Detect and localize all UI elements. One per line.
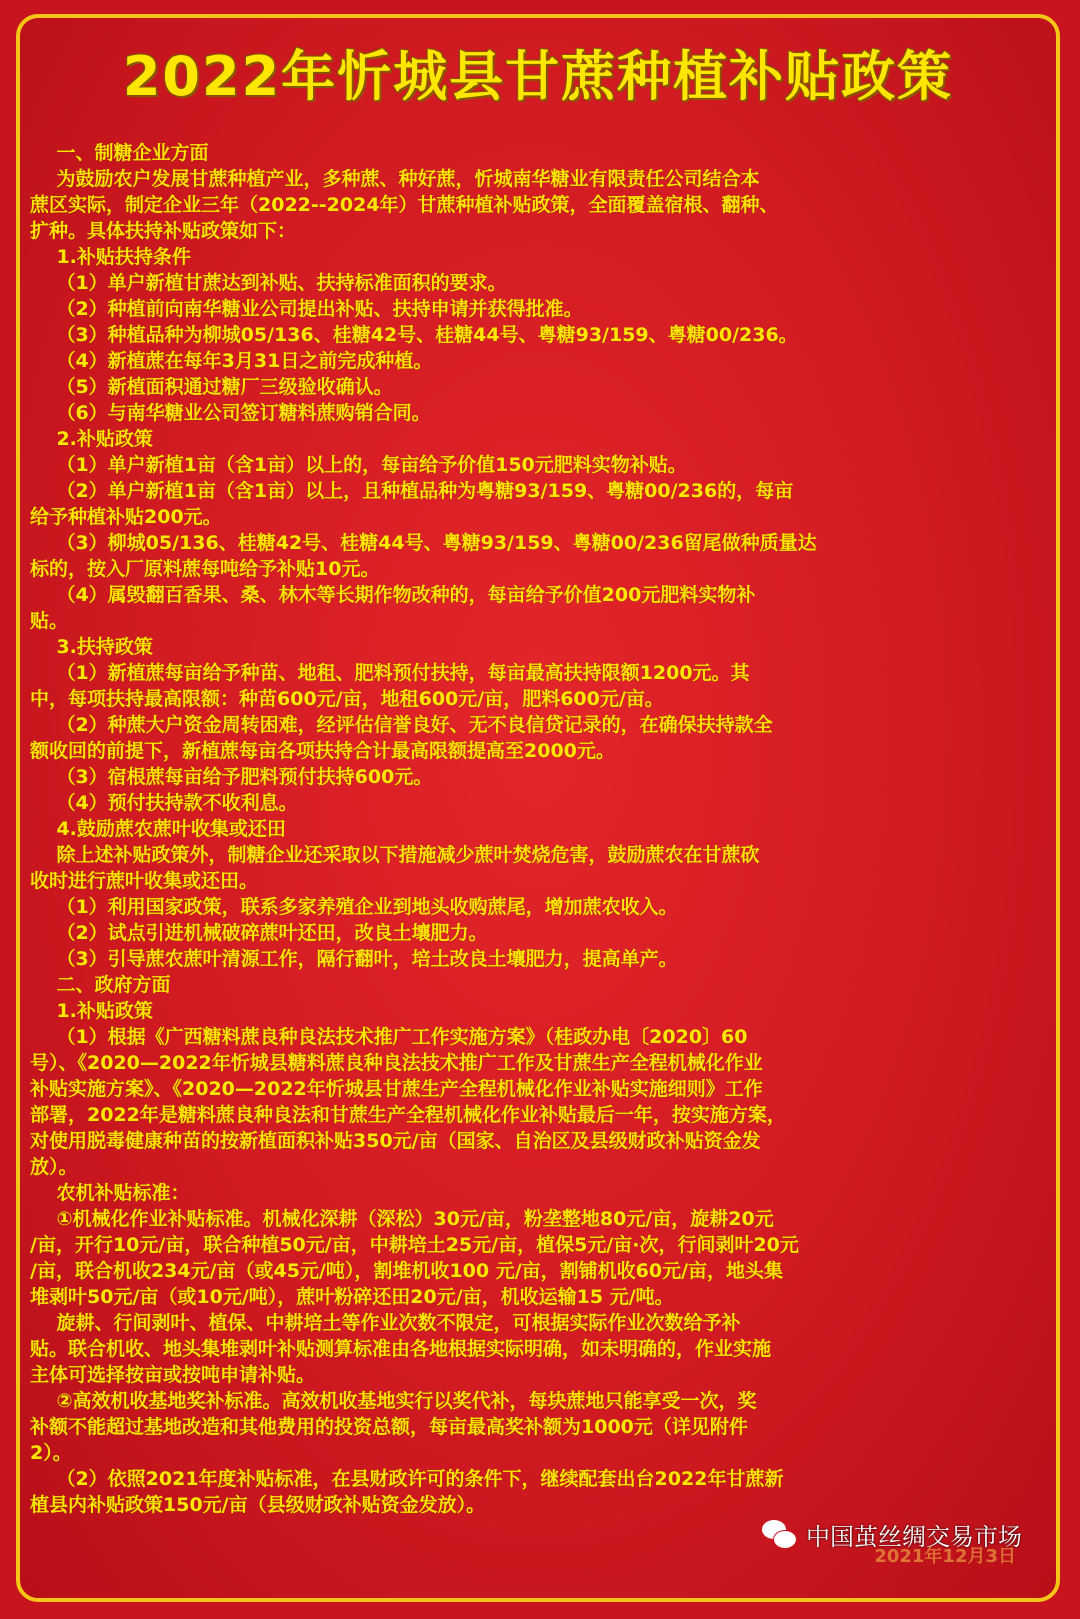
wechat-icon	[762, 1520, 798, 1550]
policy-line: （2）依照2021年度补贴标准，在县财政许可的条件下，继续配套出台2022年甘蔗新	[30, 1468, 784, 1490]
policy-line: 农机补贴标准：	[30, 1182, 190, 1204]
policy-line: 对使用脱毒健康种苗的按新植面积补贴350元/亩（国家、自治区及县级财政补贴资金发	[30, 1130, 761, 1152]
policy-line: （4）预付扶持款不收利息。	[30, 792, 298, 814]
policy-line: 2.补贴政策	[30, 428, 153, 450]
policy-line: ①机械化作业补贴标准。机械化深耕（深松）30元/亩，粉垄整地80元/亩，旋耕20元	[30, 1208, 774, 1230]
policy-line: 3.扶持政策	[30, 636, 153, 658]
policy-line: （2）种蔗大户资金周转困难，经评估信誉良好、无不良信贷记录的，在确保扶持款全	[30, 714, 773, 736]
policy-line: （3）种植品种为柳城05/136、桂糖42号、桂糖44号、粤糖93/159、粤糖00/236。	[30, 324, 798, 346]
policy-line: （6）与南华糖业公司签订糖料蔗购销合同。	[30, 402, 431, 424]
policy-line: 标的，按入厂原料蔗每吨给予补贴10元。	[30, 558, 380, 580]
policy-line: （2）单户新植1亩（含1亩）以上，且种植品种为粤糖93/159、粤糖00/236的，每亩	[30, 480, 794, 502]
policy-line: （1）新植蔗每亩给予种苗、地租、肥料预付扶持，每亩最高扶持限额1200元。其	[30, 662, 750, 684]
policy-line: 1.补贴政策	[30, 1000, 153, 1022]
poster-title: 2022年忻城县甘蔗种植补贴政策	[122, 45, 954, 108]
policy-line: 额收回的前提下，新植蔗每亩各项扶持合计最高限额提高至2000元。	[30, 740, 615, 762]
policy-line: （1）根据《广西糖料蔗良种良法技术推广工作实施方案》（桂政办电〔2020〕60	[30, 1026, 748, 1048]
policy-line: 堆剥叶50元/亩（或10元/吨），蔗叶粉碎还田20元/亩，机收运输15 元/吨。	[30, 1286, 674, 1308]
watermark	[762, 1517, 1022, 1552]
policy-line: 二、政府方面	[30, 974, 171, 996]
policy-line: 一、制糖企业方面	[30, 142, 209, 164]
policy-line: 给予种植补贴200元。	[30, 506, 222, 528]
policy-line: （4）属毁翻百香果、桑、林木等长期作物改种的，每亩给予价值200元肥料实物补	[30, 584, 756, 606]
policy-line: 2）。	[30, 1442, 72, 1464]
policy-line: 号）、《2020—2022年忻城县糖料蔗良种良法技术推广工作及甘蔗生产全程机械化作业	[30, 1052, 763, 1074]
date-stamp: 2021年12月3日	[874, 1546, 1016, 1567]
policy-line: （5）新植面积通过糖厂三级验收确认。	[30, 376, 393, 398]
policy-line: 中，每项扶持最高限额：种苗600元/亩，地租600元/亩，肥料600元/亩。	[30, 688, 664, 710]
policy-line: 放）。	[30, 1156, 78, 1178]
policy-line: （4）新植蔗在每年3月31日之前完成种植。	[30, 350, 433, 372]
policy-line: （1）单户新植甘蔗达到补贴、扶持标准面积的要求。	[30, 272, 507, 294]
policy-line: 除上述补贴政策外，制糖企业还采取以下措施减少蔗叶焚烧危害，鼓励蔗农在甘蔗砍	[30, 844, 760, 866]
policy-line: 旋耕、行间剥叶、植保、中耕培土等作业次数不限定，可根据实际作业次数给予补	[30, 1312, 741, 1334]
policy-poster	[16, 14, 1060, 1602]
policy-line: /亩，开行10元/亩，联合种植50元/亩，中耕培土25元/亩，植保5元/亩·次，行间剥叶20元	[30, 1234, 799, 1256]
policy-line: （1）单户新植1亩（含1亩）以上的，每亩给予价值150元肥料实物补贴。	[30, 454, 687, 476]
policy-text	[30, 140, 1040, 1518]
policy-line: 贴。联合机收、地头集堆剥叶补贴测算标准由各地根据实际明确，如未明确的，作业实施	[30, 1338, 772, 1360]
policy-line: （3）宿根蔗每亩给予肥料预付扶持600元。	[30, 766, 433, 788]
policy-line: （1）利用国家政策，联系多家养殖企业到地头收购蔗尾，增加蔗农收入。	[30, 896, 678, 918]
policy-line: （2）种植前向南华糖业公司提出补贴、扶持申请并获得批准。	[30, 298, 583, 320]
policy-line: 4.鼓励蔗农蔗叶收集或还田	[30, 818, 286, 840]
policy-line: 植县内补贴政策150元/亩（县级财政补贴资金发放）。	[30, 1494, 486, 1516]
policy-line: ②高效机收基地奖补标准。高效机收基地实行以奖代补，每块蔗地只能享受一次，奖	[30, 1390, 757, 1412]
policy-line: 补贴实施方案》、《2020—2022年忻城县甘蔗生产全程机械化作业补贴实施细则》工作	[30, 1078, 763, 1100]
policy-line: 部署，2022年是糖料蔗良种良法和甘蔗生产全程机械化作业补贴最后一年，按实施方案，	[30, 1104, 786, 1126]
policy-line: （2）试点引进机械破碎蔗叶还田，改良土壤肥力。	[30, 922, 488, 944]
policy-line: 贴。	[30, 610, 69, 632]
policy-line: 收时进行蔗叶收集或还田。	[30, 870, 259, 892]
policy-line: 蔗区实际，制定企业三年（2022--2024年）甘蔗种植补贴政策，全面覆盖宿根、翻种、	[30, 194, 779, 216]
policy-line: 扩种。具体扶持补贴政策如下：	[30, 220, 297, 242]
policy-line: /亩，联合机收234元/亩（或45元/吨），割堆机收100 元/亩，割铺机收60元/亩，地头集	[30, 1260, 784, 1282]
policy-line: （3）柳城05/136、桂糖42号、桂糖44号、粤糖93/159、粤糖00/236留尾做种质量达	[30, 532, 817, 554]
policy-line: 主体可选择按亩或按吨申请补贴。	[30, 1364, 316, 1386]
watermark-text: 中国茧丝绸交易市场	[806, 1523, 1022, 1551]
policy-line: 为鼓励农户发展甘蔗种植产业，多种蔗、种好蔗，忻城南华糖业有限责任公司结合本	[30, 168, 760, 190]
policy-line: （3）引导蔗农蔗叶清源工作，隔行翻叶，培土改良土壤肥力，提高单产。	[30, 948, 678, 970]
policy-line: 补额不能超过基地改造和其他费用的投资总额，每亩最高奖补额为1000元（详见附件	[30, 1416, 748, 1438]
policy-line: 1.补贴扶持条件	[30, 246, 191, 268]
